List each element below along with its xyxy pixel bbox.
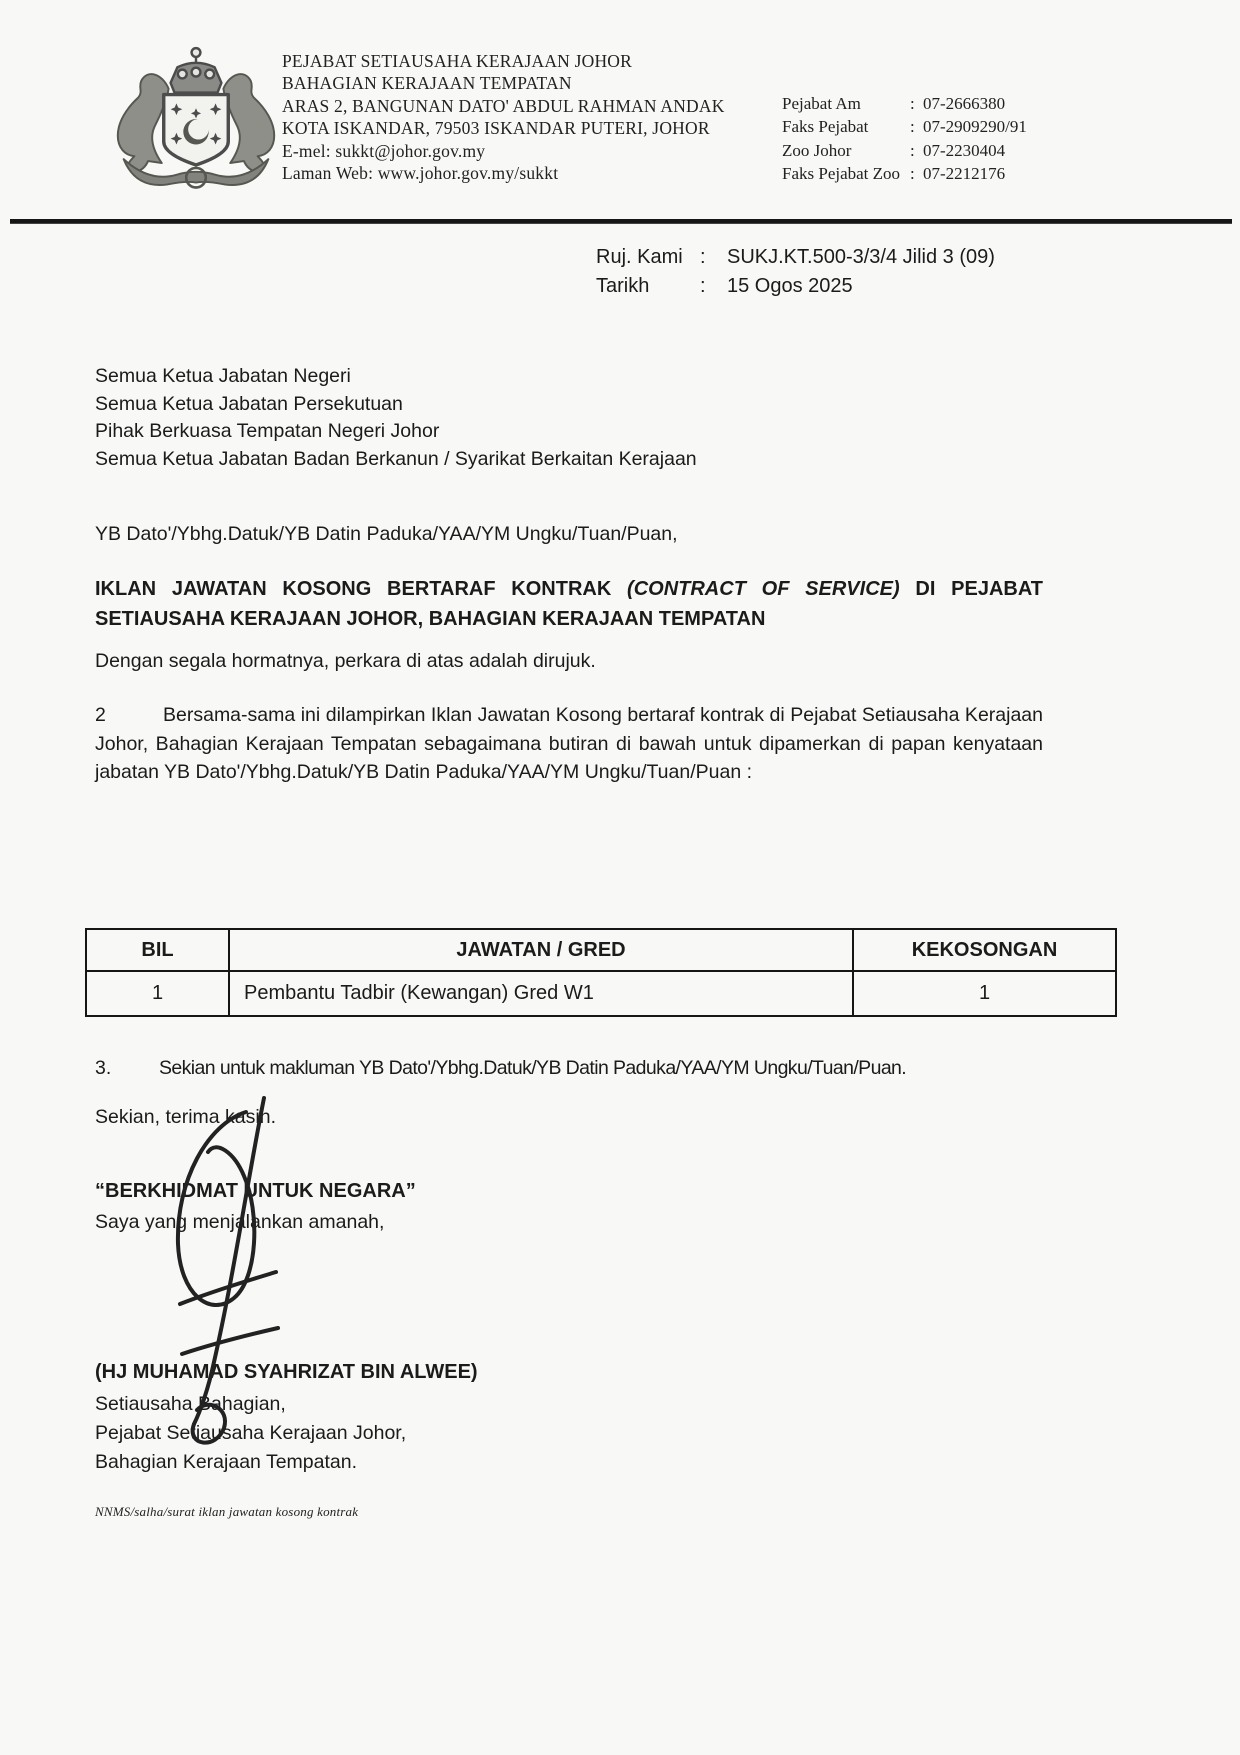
date-value: 15 Ogos 2025 xyxy=(727,275,853,297)
address-line2: KOTA ISKANDAR, 79503 ISKANDAR PUTERI, JOHOR xyxy=(282,118,710,139)
office-name-line1: PEJABAT SETIAUSAHA KERAJAAN JOHOR xyxy=(282,51,632,71)
paragraph-number: 2 xyxy=(95,704,106,726)
address-line1: ARAS 2, BANGUNAN DATO' ABDUL RAHMAN ANDAK xyxy=(282,95,725,116)
cell-kekosongan: 1 xyxy=(853,971,1116,1016)
contact-row xyxy=(782,139,1027,162)
contact-value: 07-2212176 xyxy=(923,164,1006,184)
recipient-line: Pihak Berkuasa Tempatan Negeri Johor xyxy=(95,420,440,443)
colon: : xyxy=(700,246,706,268)
contact-label: Pejabat Am xyxy=(782,94,861,113)
colon: : xyxy=(910,164,915,184)
contact-value: 07-2230404 xyxy=(923,140,1006,160)
website-line: Laman Web: www.johor.gov.my/sukkt xyxy=(282,163,559,184)
file-reference-note: NNMS/salha/surat iklan jawatan kosong kontrak xyxy=(95,1504,359,1519)
recipient-line: Semua Ketua Jabatan Persekutuan xyxy=(95,392,403,415)
colon: : xyxy=(910,94,915,113)
office-name-line2: BAHAGIAN KERAJAAN TEMPATAN xyxy=(282,73,572,94)
cell-jawatan: Pembantu Tadbir (Kewangan) Gred W1 xyxy=(229,971,853,1016)
signatory-title3: Bahagian Kerajaan Tempatan. xyxy=(95,1451,358,1473)
contact-row xyxy=(782,162,1027,185)
salutation-line: YB Dato'/Ybhg.Datuk/YB Datin Paduka/YAA/YM Ungku/Tuan/Puan, xyxy=(95,523,678,545)
contact-label: Zoo Johor xyxy=(782,140,852,160)
contact-label: Faks Pejabat xyxy=(782,117,869,137)
header-jawatan: JAWATAN / GRED xyxy=(229,929,853,971)
subject-italic: (CONTRACT OF SERVICE) xyxy=(627,578,900,600)
reference-block xyxy=(596,243,995,301)
signatory-title2: Pejabat Setiausaha Kerajaan Johor, xyxy=(95,1422,407,1444)
date-row xyxy=(596,272,995,301)
amanah-line: Saya yang menjalankan amanah, xyxy=(95,1211,385,1233)
closing-line: Sekian, terima kasih. xyxy=(95,1106,276,1128)
letterhead-address xyxy=(282,50,725,184)
subject-heading xyxy=(95,574,1043,634)
date-label: Tarikh xyxy=(596,275,650,297)
contact-row xyxy=(782,115,1027,138)
signature-scrawl xyxy=(150,1092,350,1452)
signatory-name: (HJ MUHAMAD SYAHRIZAT BIN ALWEE) xyxy=(95,1361,478,1383)
paragraph-text: Sekian untuk makluman YB Dato'/Ybhg.Datuk/YB Datin Paduka/YAA/YM Ungku/Tuan/Puan. xyxy=(159,1057,907,1079)
recipient-line: Semua Ketua Jabatan Badan Berkanun / Syarikat Berkaitan Kerajaan xyxy=(95,447,697,470)
ref-value: SUKJ.KT.500-3/3/4 Jilid 3 (09) xyxy=(727,246,995,268)
colon: : xyxy=(910,117,915,137)
johor-coat-of-arms-icon xyxy=(108,42,284,198)
colon: : xyxy=(910,140,915,160)
paragraph-text: Bersama-sama ini dilampirkan Iklan Jawatan Kosong bertaraf kontrak di Pejabat Setiausaha Kerajaan Johor, Bahagian Kerajaan Tempatan sebagaimana butiran di bawah untuk dipamerkan di papan kenyataan jabatan YB Dato'/Ybhg.Datuk/YB Datin Paduka/YAA/YM Ungku/Tuan/Puan : xyxy=(95,704,1043,784)
ref-label: Ruj. Kami xyxy=(596,246,683,268)
recipient-line: Semua Ketua Jabatan Negeri xyxy=(95,365,351,387)
contact-value: 07-2909290/91 xyxy=(923,117,1027,137)
contact-row xyxy=(782,92,1027,115)
recipient-list xyxy=(95,363,697,473)
table-header-row xyxy=(86,929,1116,971)
subject-part3: DI PEJABAT SETIAUSAHA KERAJAAN JOHOR, BAHAGIAN KERAJAAN TEMPATAN xyxy=(95,578,1044,630)
motto-line: “BERKHIDMAT UNTUK NEGARA” xyxy=(95,1180,416,1202)
colon: : xyxy=(700,275,706,297)
contact-value: 07-2666380 xyxy=(923,94,1006,113)
paragraph-number: 3. xyxy=(95,1057,112,1079)
header-kekosongan: KEKOSONGAN xyxy=(853,929,1116,971)
table-row xyxy=(86,971,1116,1016)
contact-numbers xyxy=(782,92,1027,186)
paragraph-intro: Dengan segala hormatnya, perkara di atas adalah dirujuk. xyxy=(95,650,596,672)
subject-part1: IKLAN JAWATAN KOSONG BERTARAF KONTRAK xyxy=(95,578,628,600)
email-line: E-mel: sukkt@johor.gov.my xyxy=(282,140,486,161)
vacancy-table xyxy=(85,928,1117,1017)
letterhead-divider xyxy=(10,219,1232,224)
signatory-title1: Setiausaha Bahagian, xyxy=(95,1393,286,1415)
header-bil: BIL xyxy=(86,929,229,971)
paragraph-3 xyxy=(95,1057,1055,1080)
paragraph-2 xyxy=(95,701,1043,787)
ref-row xyxy=(596,243,995,272)
contact-label: Faks Pejabat Zoo xyxy=(782,164,901,184)
cell-bil: 1 xyxy=(86,971,229,1016)
